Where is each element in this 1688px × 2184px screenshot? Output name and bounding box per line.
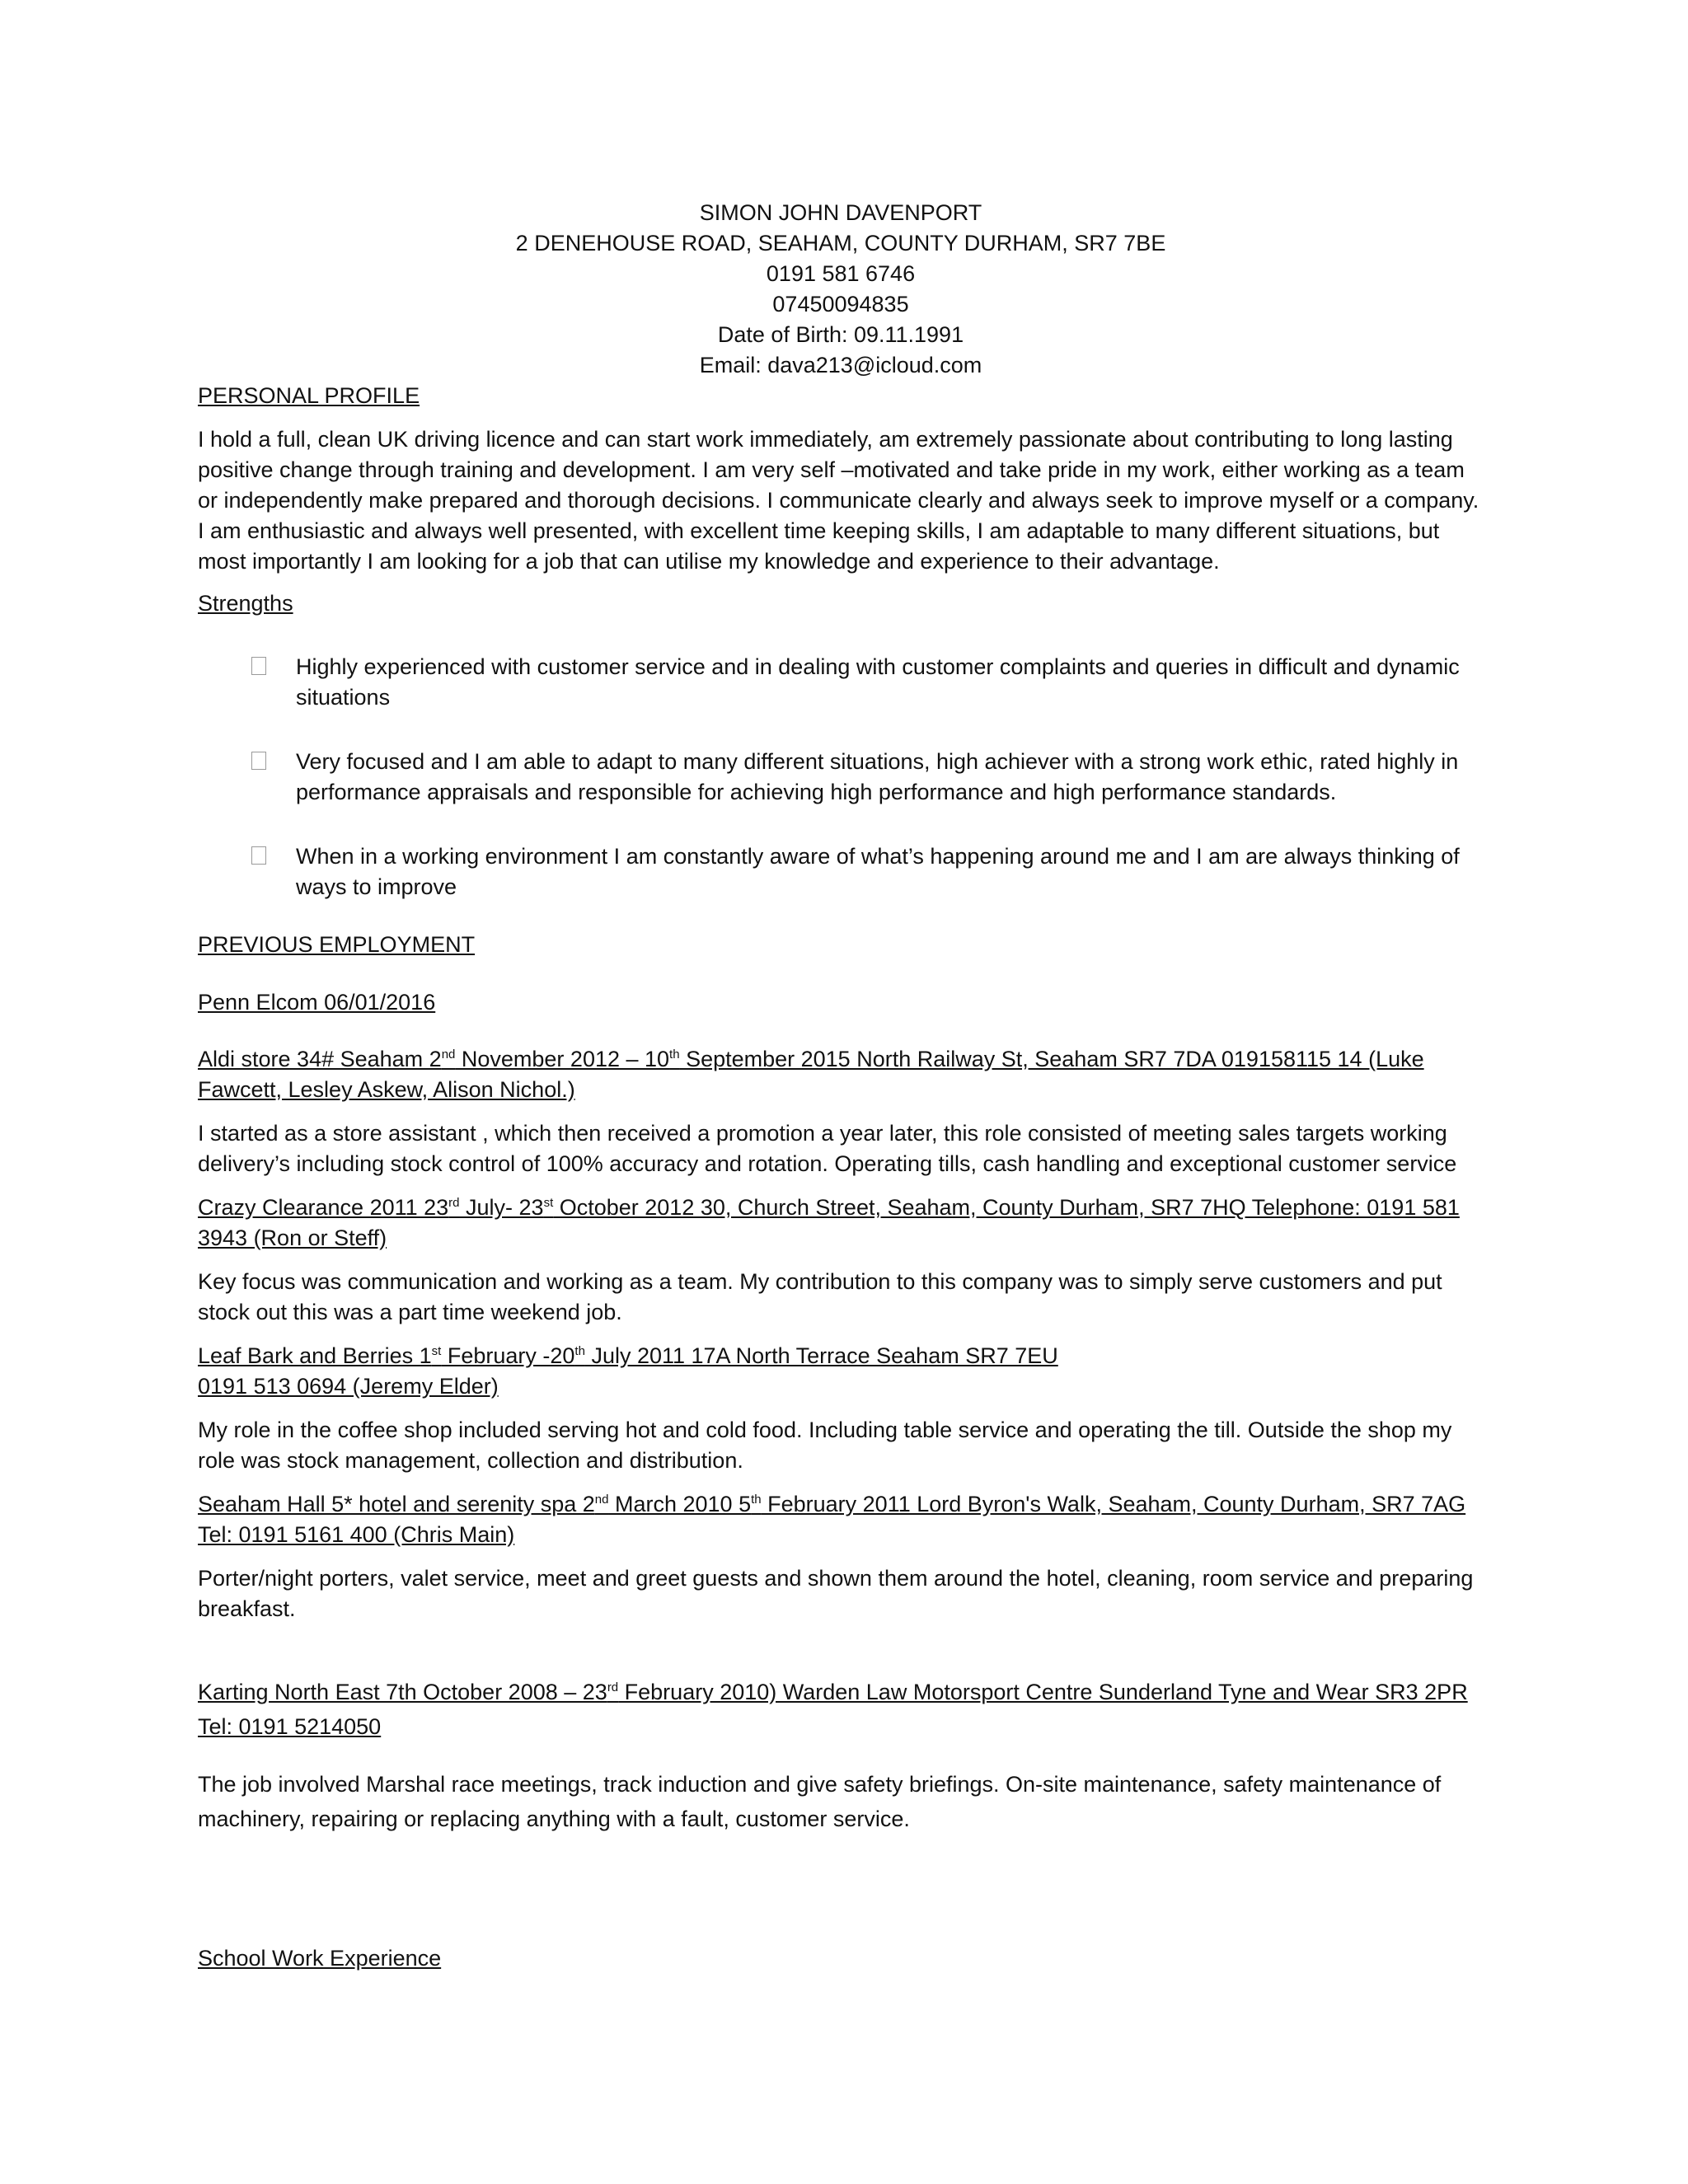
job-karting-title: Karting North East 7th October 2008 – 23rd February 2010) Warden Law Motorsport Centre Sunderland Tyne and Wear SR3 2PR xyxy=(198,1680,1468,1704)
job-leaf-bark-contact: 0191 513 0694 (Jeremy Elder) xyxy=(198,1374,499,1399)
personal-profile-text: I hold a full, clean UK driving licence and can start work immediately, am extremely passionate about contributing to long lasting positive change through training and development. I am very self –motivated and take pride in my work, either working as a team or independently make prepared and thorough decisions. I communicate clearly and always seek to improve myself or a company. I am enthusiastic and always well presented, with excellent time keeping skills, I am adaptable to many different situations, but most importantly I am looking for a job that can utilise my knowledge and experience to their advantage. xyxy=(198,427,1479,574)
job-crazy-clearance-description: Key focus was communication and working as a team. My contribution to this company was to simply serve customers and put stock out this was a part time weekend job. xyxy=(198,1269,1442,1324)
job-penn-elcom: Penn Elcom 06/01/2016 xyxy=(198,990,436,1015)
personal-profile-heading: PERSONAL PROFILE xyxy=(198,383,420,408)
cv-page xyxy=(198,198,1484,1974)
job-seaham-hall-title: Seaham Hall 5* hotel and serenity spa 2nd March 2010 5th February 2011 Lord Byron's Walk, Seaham, County Durham, SR7 7AG Tel: 0191 5161 400 (Chris Main) xyxy=(198,1492,1466,1547)
candidate-email: Email: dava213@icloud.com xyxy=(699,353,982,377)
candidate-name: SIMON JOHN DAVENPORT xyxy=(699,200,982,225)
job-seaham-hall-description: Porter/night porters, valet service, meet and greet guests and shown them around the hotel, cleaning, room service and preparing breakfast. xyxy=(198,1566,1474,1621)
strength-item: When in a working environment I am constantly aware of what’s happening around me and I am are always thinking of ways to improve xyxy=(251,841,1484,902)
strengths-list xyxy=(198,652,1484,902)
bullet-box-icon xyxy=(251,846,266,865)
strength-item: Very focused and I am able to adapt to many different situations, high achiever with a strong work ethic, rated highly in performance appraisals and responsible for achieving high performance and high performance standards. xyxy=(251,747,1484,808)
candidate-phone-landline: 0191 581 6746 xyxy=(766,261,916,286)
candidate-dob: Date of Birth: 09.11.1991 xyxy=(717,322,964,347)
school-work-experience-heading: School Work Experience xyxy=(198,1946,442,1971)
cv-header xyxy=(198,198,1484,381)
job-crazy-clearance-title: Crazy Clearance 2011 23rd July- 23st October 2012 30, Church Street, Seaham, County Durham, SR7 7HQ Telephone: 0191 581 3943 (Ron or Steff) xyxy=(198,1195,1460,1250)
job-leaf-bark-description: My role in the coffee shop included serving hot and cold food. Including table service and operating the till. Outside the shop my role was stock management, collection and distribution. xyxy=(198,1418,1452,1473)
job-karting-description: The job involved Marshal race meetings, track induction and give safety briefings. On-site maintenance, safety maintenance of machinery, repairing or replacing anything with a fault, customer service. xyxy=(198,1772,1442,1831)
job-karting-contact: Tel: 0191 5214050 xyxy=(198,1714,382,1739)
bullet-box-icon xyxy=(251,752,266,770)
job-aldi-description: I started as a store assistant , which then received a promotion a year later, this role consisted of meeting sales targets working delivery’s including stock control of 100% accuracy and rotation. Operating tills, cash handling and exceptional customer service xyxy=(198,1121,1457,1176)
strength-item: Highly experienced with customer service and in dealing with customer complaints and queries in difficult and dynamic situations xyxy=(251,652,1484,713)
candidate-address: 2 DENEHOUSE ROAD, SEAHAM, COUNTY DURHAM, SR7 7BE xyxy=(515,231,1166,255)
previous-employment-heading: PREVIOUS EMPLOYMENT xyxy=(198,932,476,957)
bullet-box-icon xyxy=(251,657,266,675)
candidate-phone-mobile: 07450094835 xyxy=(772,292,909,316)
job-leaf-bark-title: Leaf Bark and Berries 1st February -20th July 2011 17A North Terrace Seaham SR7 7EU xyxy=(198,1343,1058,1368)
job-aldi-title: Aldi store 34# Seaham 2nd November 2012 – 10th September 2015 North Railway St, Seaham SR7 7DA 019158115 14 (Luke Fawcett, Lesley Askew, Alison Nichol.) xyxy=(198,1047,1424,1102)
strengths-heading: Strengths xyxy=(198,591,293,616)
